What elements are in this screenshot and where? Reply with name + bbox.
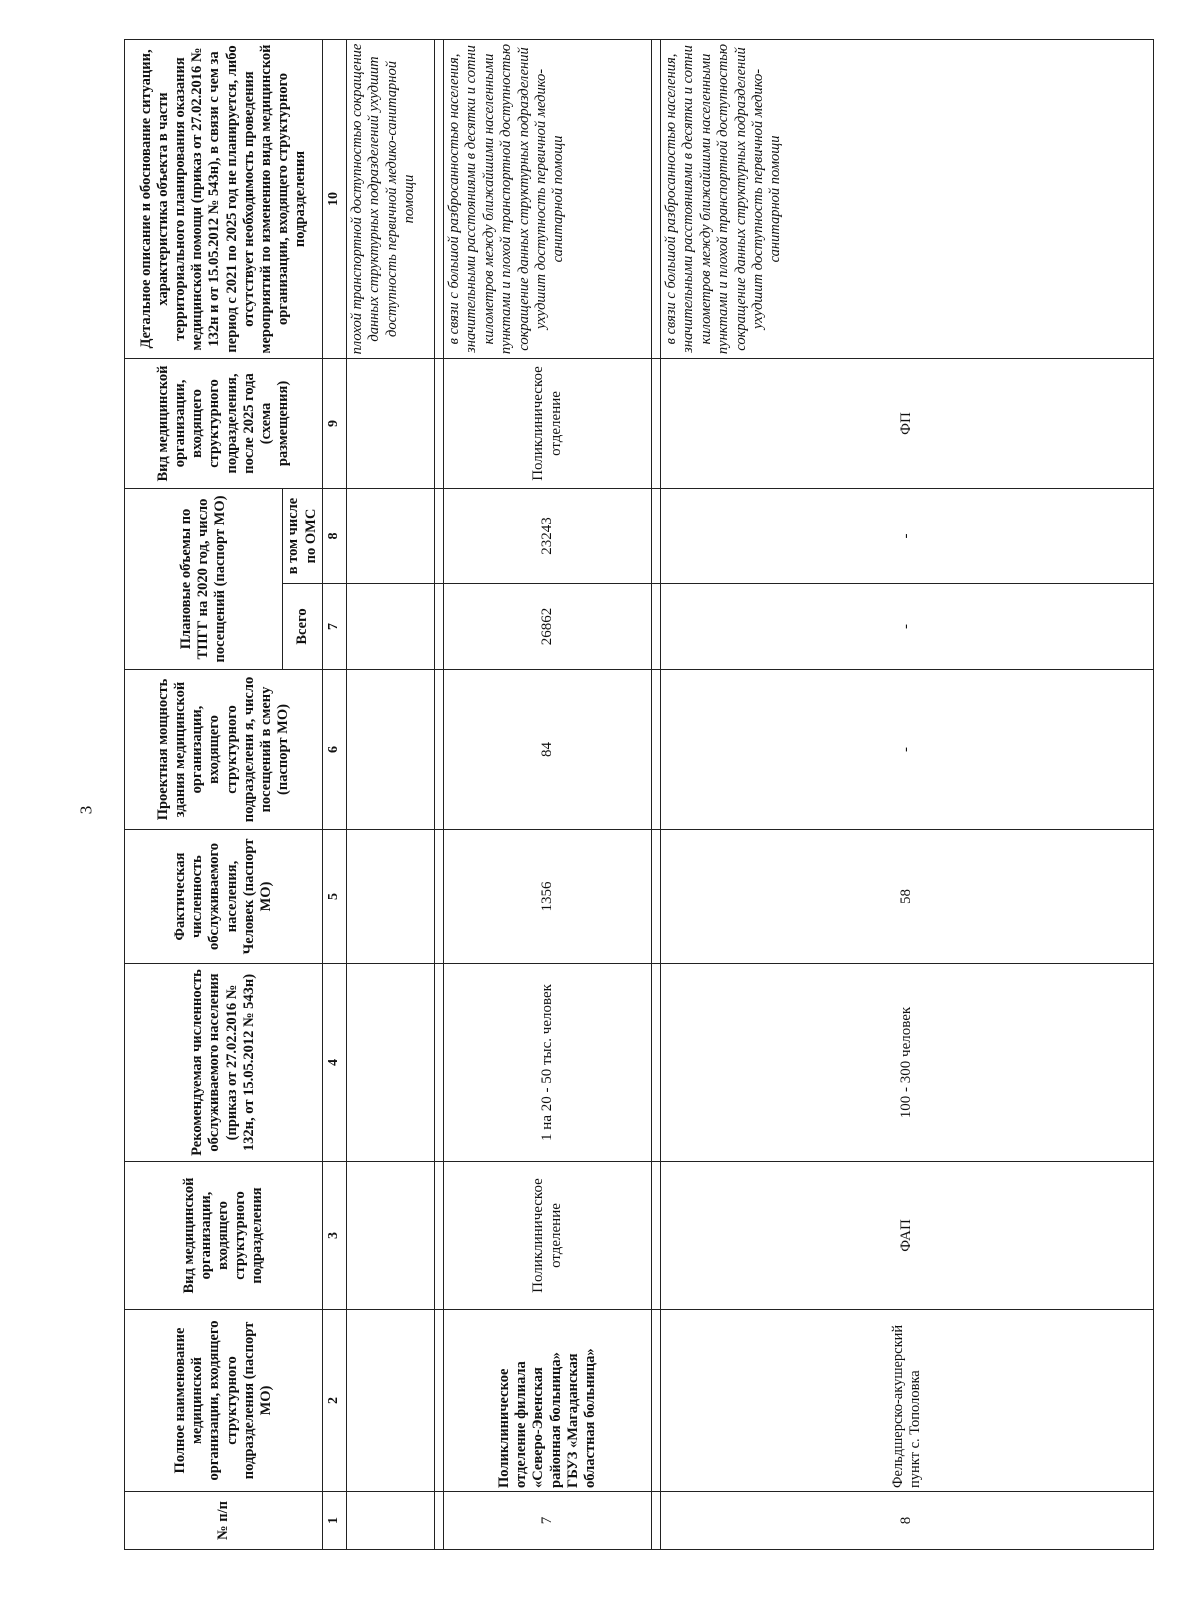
design-capacity: -	[661, 670, 1154, 830]
continuation-description: плохой транспортной доступностью сокращение данных структурных подразделений ухудшит доступность первичной медико-санитарной помощи	[347, 39, 435, 358]
column-number: 3	[323, 1162, 347, 1310]
facility-type-after-2025: Поликлиническое отделение	[444, 358, 652, 488]
header-recommended-population: Рекомендуемая численность обслуживаемого населения (приказ от 27.02.2016 № 132н, от 15.05.2012 № 543н)	[125, 964, 323, 1162]
facility-type: Поликлиническое отделение	[444, 1162, 652, 1310]
design-capacity: 84	[444, 670, 652, 830]
continuation-row	[347, 39, 435, 1549]
column-number: 7	[323, 584, 347, 670]
facility-name: Фельдшерско-акушерский пункт с. Тополовка	[661, 1310, 1154, 1492]
column-number: 2	[323, 1310, 347, 1492]
table-row	[444, 39, 652, 1549]
description: в связи с большой разбросанностью населения, значительными расстояниями в десятки и сотни километров между ближайшими населенными пунктами и плохой транспортной доступностью сокращение данных структурных подразделений ухудшит доступность первичной медико-санитарной помощи	[661, 39, 1154, 358]
column-number: 10	[323, 39, 347, 358]
actual-population: 58	[661, 830, 1154, 964]
header-full-name: Полное наименование медицинской организации, входящего структурного подразделения (паспорт МО)	[125, 1310, 323, 1492]
recommended-population: 100 - 300 человек	[661, 964, 1154, 1162]
recommended-population: 1 на 20 - 50 тыс. человек	[444, 964, 652, 1162]
column-number: 8	[323, 488, 347, 583]
header-total: Всего	[283, 584, 323, 670]
column-number: 4	[323, 964, 347, 1162]
column-number: 5	[323, 830, 347, 964]
description: в связи с большой разбросанностью населения, значительными расстояниями в десятки и сотни километров между ближайшими населенными пунктами и плохой транспортной доступностью сокращение данных структурных подразделений ухудшит доступность первичной медико-санитарной помощи	[444, 39, 652, 358]
column-number-row	[323, 39, 347, 1549]
header-oms: в том числе по ОМС	[283, 488, 323, 583]
header-row	[125, 39, 283, 1549]
facility-type-after-2025: ФП	[661, 358, 1154, 488]
planned-total: -	[661, 584, 1154, 670]
column-number: 9	[323, 358, 347, 488]
facilities-table	[124, 39, 1154, 1550]
page-number: 3	[76, 805, 96, 815]
planned-oms: -	[661, 488, 1154, 583]
row-separator	[435, 39, 444, 1549]
column-number: 6	[323, 670, 347, 830]
header-planned-volumes: Плановые объемы по ТПГГ на 2020 год, число посещений (паспорт МО)	[125, 488, 283, 669]
row-number: 7	[444, 1492, 652, 1550]
header-actual-population: Фактическая численность обслуживаемого населения, Человек (паспорт МО)	[125, 830, 323, 964]
header-design-capacity: Проектная мощность здания медицинской организации, входящего структурного подразделени я, число посещений в смену (паспорт МО)	[125, 670, 323, 830]
facility-name: Поликлиническое отделение филиала «Северо-Эвенская районная больница» ГБУЗ «Магаданская областная больница»	[444, 1310, 652, 1492]
facility-type: ФАП	[661, 1162, 1154, 1310]
row-separator	[652, 39, 661, 1549]
rotated-page	[124, 40, 1154, 1550]
row-number: 8	[661, 1492, 1154, 1550]
table-row	[661, 39, 1154, 1549]
header-number: № п/п	[125, 1492, 323, 1550]
planned-oms: 23243	[444, 488, 652, 583]
header-type: Вид медицинской организации, входящего структурного подразделения	[125, 1162, 323, 1310]
column-number: 1	[323, 1492, 347, 1550]
actual-population: 1356	[444, 830, 652, 964]
header-description: Детальное описание и обоснование ситуации, характеристика объекта в части территориального планирования оказания медицинской помощи (приказ от 27.02.2016 № 132н и от 15.05.2012 № 543н), в связи с чем за период с 2021 по 2025 год не планируется, либо отсутствует необходимость проведения мероприятий по изменению вида медицинской организации, входящего структурного подразделения	[125, 39, 323, 358]
planned-total: 26862	[444, 584, 652, 670]
header-type-after-2025: Вид медицинской организации, входящего структурного подразделения, после 2025 года (схема размещения)	[125, 358, 323, 488]
